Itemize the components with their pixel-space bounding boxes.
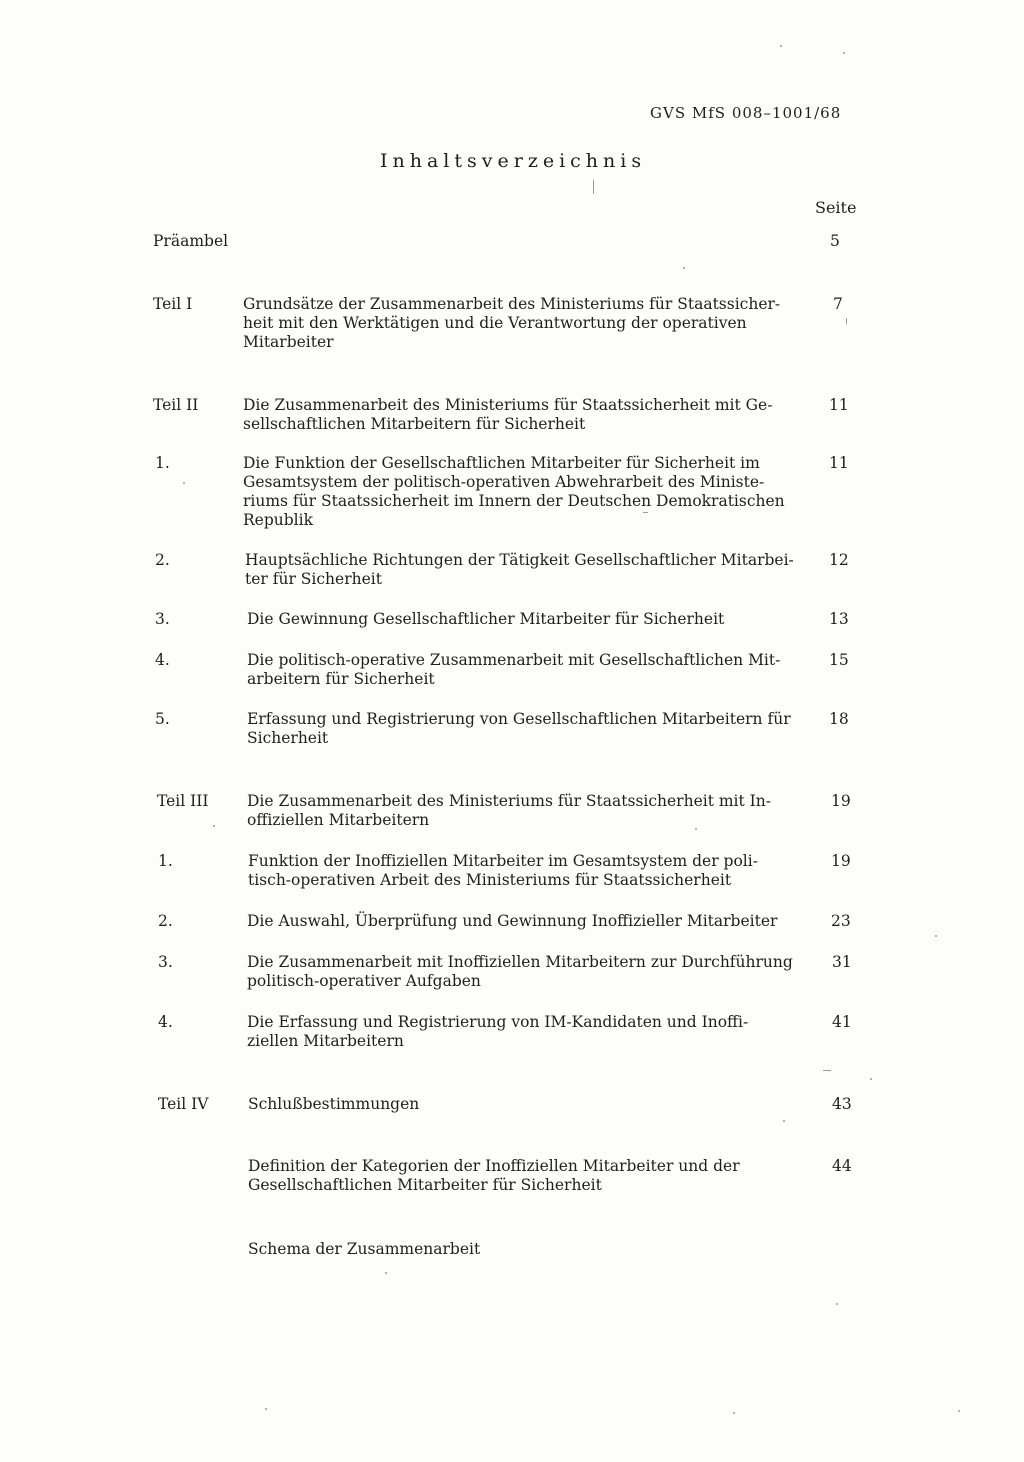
scan-speck [958,1410,960,1412]
toc-entry-line: Gesellschaftlichen Mitarbeiter für Sicherheit [248,1176,602,1194]
toc-entry-line: Gesamtsystem der politisch-operativen Abwehrarbeit des Ministe- [243,473,765,491]
document-id: GVS MfS 008–1001/68 [650,104,842,122]
scan-speck [683,267,685,269]
page-title: Inhaltsverzeichnis [380,150,647,172]
toc-entry-line: riums für Staatssicherheit im Innern der Deutschen Demokratischen [243,492,785,510]
scan-speck [385,1272,387,1274]
toc-entry-label: 2. [155,551,170,569]
toc-entry-line: Erfassung und Registrierung von Gesellschaftlichen Mitarbeitern für [247,710,791,728]
toc-entry-line: Mitarbeiter [243,333,334,351]
scan-speck [843,52,845,54]
toc-entry-page: 19 [831,852,851,870]
toc-entry-page: 5 [830,232,840,250]
scan-speck [836,1303,838,1305]
toc-entry-text [247,1013,797,1051]
toc-entry-page: 23 [831,912,851,930]
toc-entry-text [248,1095,798,1114]
scan-speck [265,1408,267,1410]
toc-entry-page: 44 [832,1157,852,1175]
toc-entry-label: 5. [155,710,170,728]
toc-entry-line: Schema der Zusammenarbeit [248,1240,481,1258]
toc-entry-label: 4. [158,1013,173,1031]
toc-entry-line: Die Zusammenarbeit des Ministeriums für Staatssicherheit mit Ge- [243,396,773,414]
toc-entry-text [248,1240,798,1259]
toc-entry-text [248,1157,798,1195]
toc-entry-line: Definition der Kategorien der Inoffiziellen Mitarbeiter und der [248,1157,740,1175]
toc-entry-label: 1. [155,454,170,472]
toc-entry-page: 43 [832,1095,852,1113]
toc-entry-page: 11 [829,454,849,472]
toc-entry-line: Die Gewinnung Gesellschaftlicher Mitarbeiter für Sicherheit [247,610,725,628]
scan-speck [846,318,847,324]
toc-entry-page: 7 [833,295,843,313]
scan-speck [870,1078,872,1080]
scan-speck [213,825,215,827]
toc-entry-line: Funktion der Inoffiziellen Mitarbeiter im Gesamtsystem der poli- [248,852,758,870]
toc-entry-label: Teil III [157,792,209,810]
toc-entry-label: 2. [158,912,173,930]
toc-entry-line: Schlußbestimmungen [248,1095,420,1113]
toc-entry-text [247,710,797,748]
toc-entry-text [247,912,797,931]
scan-speck [783,1120,785,1122]
toc-entry-text [248,852,798,890]
toc-entry-line: sellschaftlichen Mitarbeitern für Sicherheit [243,415,586,433]
toc-entry-line: Republik [243,511,313,529]
toc-entry-page: 13 [829,610,849,628]
toc-entry-label: 3. [155,610,170,628]
toc-entry-page: 31 [832,953,852,971]
toc-entry-line: Hauptsächliche Richtungen der Tätigkeit Gesellschaftlicher Mitarbei- [245,551,794,569]
toc-entry-label: Teil I [153,295,193,313]
toc-entry-line: heit mit den Werktätigen und die Verantwortung der operativen [243,314,747,332]
toc-entry-label: Präambel [153,232,229,250]
toc-entry-page: 18 [829,710,849,728]
toc-entry-line: Sicherheit [247,729,329,747]
toc-entry-line: Grundsätze der Zusammenarbeit des Ministeriums für Staatssicher- [243,295,781,313]
toc-entry-page: 19 [831,792,851,810]
toc-entry-line: Die politisch-operative Zusammenarbeit mit Gesellschaftlichen Mit- [247,651,781,669]
toc-entry-label: Teil II [153,396,199,414]
toc-entry-line: Die Erfassung und Registrierung von IM-Kandidaten und Inoffi- [247,1013,749,1031]
toc-entry-text [247,610,797,629]
toc-entry-line: ter für Sicherheit [245,570,382,588]
toc-entry-line: Die Zusammenarbeit mit Inoffiziellen Mitarbeitern zur Durchführung [247,953,793,971]
toc-entry-line: Die Auswahl, Überprüfung und Gewinnung Inoffizieller Mitarbeiter [247,912,778,930]
toc-entry-label: 3. [158,953,173,971]
toc-entry-page: 12 [829,551,849,569]
toc-entry-text [243,454,793,530]
toc-entry-line: tisch-operativen Arbeit des Ministeriums für Staatssicherheit [248,871,732,889]
scan-speck [695,828,697,830]
toc-entry-text [247,953,797,991]
toc-entry-page: 11 [829,396,849,414]
toc-entry-line: politisch-operativer Aufgaben [247,972,481,990]
toc-entry-page: 41 [832,1013,852,1031]
scan-speck [643,512,648,513]
scan-speck [823,1070,831,1071]
toc-entry-label: 1. [158,852,173,870]
page-column-header: Seite [815,198,857,217]
scan-speck [183,482,185,484]
scan-speck [935,935,937,937]
scan-speck [593,180,594,194]
toc-entry-text [243,295,793,352]
toc-entry-line: ziellen Mitarbeitern [247,1032,404,1050]
toc-entry-page: 15 [829,651,849,669]
toc-entry-line: Die Funktion der Gesellschaftlichen Mitarbeiter für Sicherheit im [243,454,760,472]
scan-speck [780,45,782,47]
toc-entry-label: Teil IV [158,1095,209,1113]
toc-entry-text [243,396,793,434]
toc-entry-line: Die Zusammenarbeit des Ministeriums für Staatssicherheit mit In- [247,792,772,810]
toc-entry-line: offiziellen Mitarbeitern [247,811,430,829]
toc-entry-label: 4. [155,651,170,669]
toc-entry-line: arbeitern für Sicherheit [247,670,435,688]
toc-entry-text [247,651,797,689]
toc-entry-text [245,551,795,589]
scan-speck [733,1412,735,1414]
toc-entry-text [247,792,797,830]
